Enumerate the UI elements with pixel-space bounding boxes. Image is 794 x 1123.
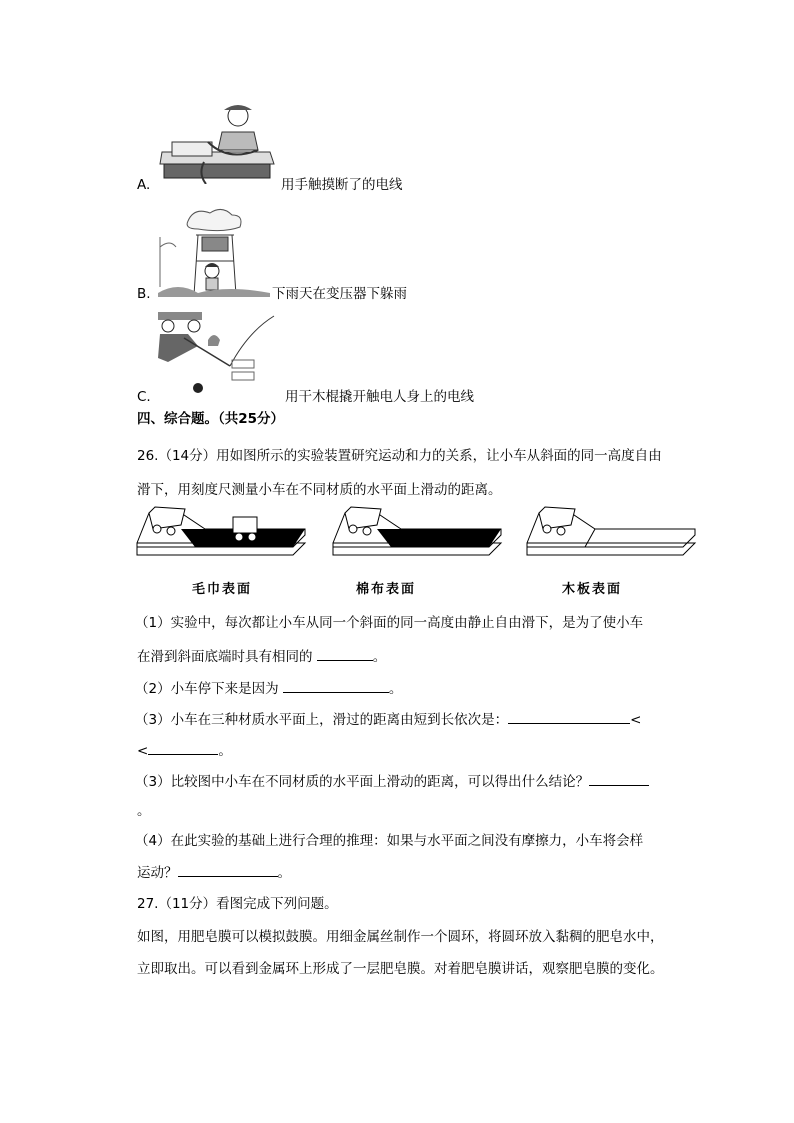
option-b-illustration [158, 207, 272, 297]
answer-blank-3a[interactable] [508, 709, 630, 724]
q26-part1-text: 在滑到斜面底端时具有相同的 [137, 649, 313, 665]
q26-stem-line1: 26.（14分）用如图所示的实验装置研究运动和力的关系，让小车从斜面的同一高度自由 [137, 448, 662, 464]
answer-blank-1[interactable] [317, 646, 373, 661]
answer-blank-5[interactable] [178, 862, 278, 877]
q26-part3 [135, 709, 641, 729]
q26-part3b [135, 771, 649, 791]
q26-part4-line1: （4）在此实验的基础上进行合理的推理：如果与水平面之间没有摩擦力，小车将会样 [135, 833, 644, 849]
option-c-letter: C. [137, 389, 151, 405]
answer-blank-4[interactable] [589, 771, 649, 786]
cotton-surface-figure [333, 507, 501, 555]
q26-part2-text: （2）小车停下来是因为 [135, 681, 279, 697]
q26-part3-line2 [137, 740, 232, 760]
towel-surface-figure [137, 507, 305, 555]
q26-part3b-text: （3）比较图中小车在不同材质的水平面上滑动的距离，可以得出什么结论？ [135, 774, 590, 790]
q27-stem: 27.（11分）看图完成下列问题。 [137, 896, 338, 912]
option-c-text: 用干木棍撬开触电人身上的电线 [285, 389, 474, 405]
q26-part3-text: （3）小车在三种材质水平面上，滑过的距离由短到长依次是： [135, 712, 509, 728]
period: 。 [218, 743, 232, 759]
q26-part1-line1: （1）实验中，每次都让小车从同一个斜面的同一高度由静止自由滑下，是为了使小车 [135, 615, 644, 631]
option-a-letter: A. [137, 177, 151, 193]
option-a-illustration [158, 102, 276, 184]
q26-part1-line2 [137, 646, 386, 666]
figure-caption-cotton: 棉布表面 [356, 582, 417, 597]
answer-blank-3b[interactable] [148, 740, 218, 755]
q27-para-line1: 如图，用肥皂膜可以模拟鼓膜。用细金属丝制作一个圆环，将圆环放入黏稠的肥皂水中， [137, 929, 664, 945]
less-than-sign: < [137, 743, 149, 759]
period: 。 [372, 649, 387, 665]
answer-blank-2[interactable] [283, 678, 389, 693]
q26-experiment-figures [135, 505, 705, 565]
q26-stem-line2: 滑下，用刻度尺测量小车在不同材质的水平面上滑动的距离。 [137, 482, 502, 498]
q26-part4-text: 运动？ [137, 865, 178, 881]
q26-part3b-period: 。 [137, 803, 151, 819]
period: 。 [388, 681, 403, 697]
period: 。 [277, 865, 291, 881]
q27-para-line2: 立即取出。可以看到金属环上形成了一层肥皂膜。对着肥皂膜讲话，观察肥皂膜的变化。 [137, 961, 664, 977]
option-b-letter: B. [137, 286, 151, 302]
figure-caption-towel: 毛巾表面 [192, 582, 253, 597]
figure-caption-wood: 木板表面 [562, 582, 623, 597]
wood-surface-figure [527, 507, 695, 555]
less-than-sign: < [630, 712, 642, 728]
option-b-text: 下雨天在变压器下躲雨 [272, 286, 407, 302]
option-c-illustration [158, 312, 282, 396]
option-a-text: 用手触摸断了的电线 [281, 177, 403, 193]
section-title: 四、综合题。（共25分） [137, 411, 285, 427]
q26-part4-line2 [137, 862, 291, 882]
q26-part2 [135, 678, 402, 698]
